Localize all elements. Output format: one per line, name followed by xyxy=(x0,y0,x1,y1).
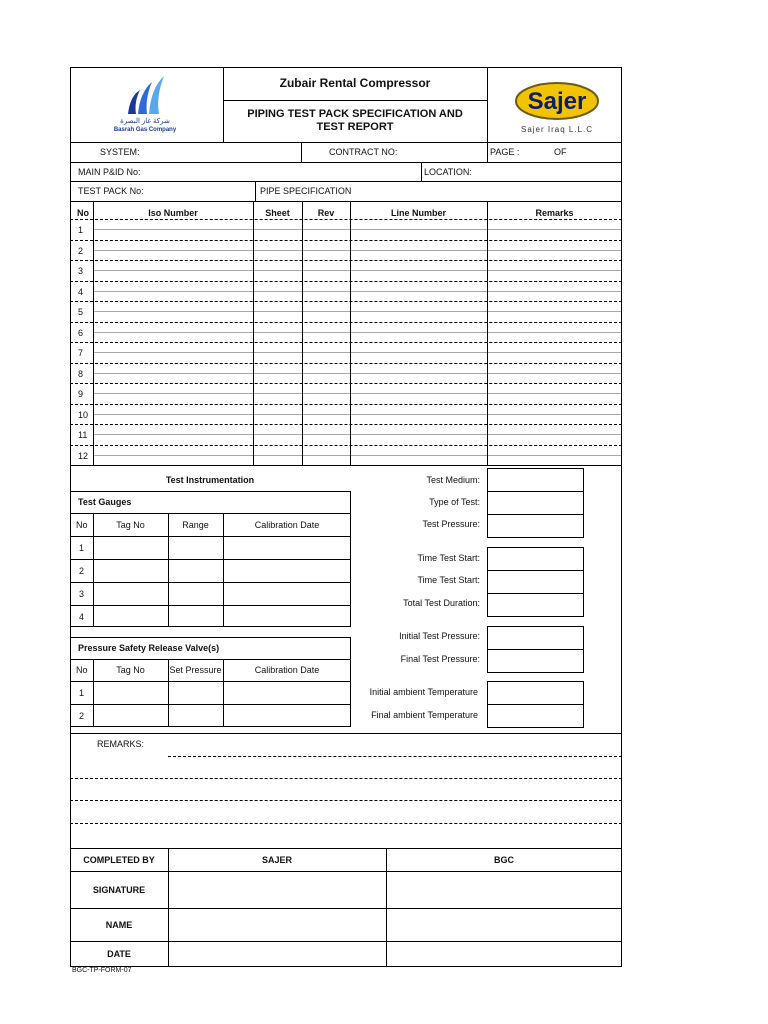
table-row-number: 6 xyxy=(78,328,84,338)
pipe-spec-field[interactable]: PIPE SPECIFICATION xyxy=(260,186,352,196)
remarks-line[interactable] xyxy=(168,756,622,757)
psv-title: Pressure Safety Release Valve(s) xyxy=(78,643,220,653)
divider xyxy=(223,100,487,101)
bgc-name-cell[interactable] xyxy=(387,909,621,940)
table-row-number: 9 xyxy=(78,389,84,399)
table-row[interactable] xyxy=(94,261,621,280)
gauge-row-number: 1 xyxy=(79,543,85,553)
table-row[interactable] xyxy=(94,323,621,342)
sajer-logo xyxy=(514,81,600,121)
total-test-duration-label: Total Test Duration: xyxy=(403,598,480,608)
svg-text:Sajer: Sajer xyxy=(527,88,587,115)
gauge-row[interactable] xyxy=(94,537,350,558)
table-row-number: 5 xyxy=(78,307,84,317)
table-row-number: 10 xyxy=(78,410,89,420)
form-code: BGC-TP-FORM-07 xyxy=(72,967,132,974)
test-gauges-title: Test Gauges xyxy=(78,497,132,507)
gauges-header-no: No xyxy=(76,520,88,530)
table-row[interactable] xyxy=(94,241,621,260)
test-pressure-label: Test Pressure: xyxy=(422,519,480,529)
table-row[interactable] xyxy=(94,384,621,403)
divider xyxy=(70,181,622,182)
completed-by-label: COMPLETED BY xyxy=(83,855,155,865)
date-label: DATE xyxy=(107,949,131,959)
gauge-row-number: 4 xyxy=(79,612,85,622)
bgc-signature-cell[interactable] xyxy=(387,872,621,907)
col-header-iso-number: Iso Number xyxy=(148,208,198,218)
name-label: NAME xyxy=(105,920,133,930)
divider xyxy=(70,733,622,734)
gauges-header-range: Range xyxy=(182,520,209,530)
final-test-pressure-label: Final Test Pressure: xyxy=(400,654,480,664)
page-field[interactable]: PAGE : xyxy=(490,147,520,157)
final-ambient-temp-input[interactable] xyxy=(487,704,584,728)
table-row-number: 4 xyxy=(78,287,84,297)
page-of-label: OF xyxy=(554,147,567,157)
time-test-start-input-2[interactable] xyxy=(487,570,584,594)
sajer-column-header: SAJER xyxy=(261,855,292,865)
test-instrumentation-title: Test Instrumentation xyxy=(165,475,255,485)
divider xyxy=(70,659,351,660)
bgc-logo-icon xyxy=(118,74,178,118)
remarks-label: REMARKS: xyxy=(97,739,145,749)
psv-row-number: 1 xyxy=(79,688,85,698)
table-row[interactable] xyxy=(94,302,621,321)
bgc-date-cell[interactable] xyxy=(387,942,621,966)
divider xyxy=(487,142,488,162)
initial-test-pressure-input[interactable] xyxy=(487,626,584,650)
sajer-subtitle: Sajer Iraq L.L.C xyxy=(520,125,594,134)
col-header-sheet: Sheet xyxy=(265,208,290,218)
test-pressure-input[interactable] xyxy=(487,514,584,538)
sajer-date-cell[interactable] xyxy=(169,942,385,966)
psv-header-tag-no: Tag No xyxy=(116,665,145,675)
table-row-number: 8 xyxy=(78,369,84,379)
table-row-number: 7 xyxy=(78,348,84,358)
gauge-row[interactable] xyxy=(94,606,350,627)
divider xyxy=(301,142,302,162)
initial-ambient-temp-label: Initial ambient Temperature xyxy=(369,687,478,697)
col-header-no: No xyxy=(77,208,89,218)
gauges-header-calibration-date: Calibration Date xyxy=(254,520,320,530)
divider xyxy=(487,67,488,142)
time-test-start-label: Time Test Start: xyxy=(417,553,480,563)
table-row-number: 3 xyxy=(78,266,84,276)
table-row-number: 12 xyxy=(78,451,89,461)
remarks-line[interactable] xyxy=(70,778,622,779)
divider xyxy=(70,162,622,163)
psv-header-calibration-date: Calibration Date xyxy=(254,665,320,675)
bgc-logo xyxy=(118,74,178,118)
final-test-pressure-input[interactable] xyxy=(487,649,584,673)
col-header-remarks: Remarks xyxy=(535,208,574,218)
col-header-rev: Rev xyxy=(317,208,335,218)
initial-ambient-temp-input[interactable] xyxy=(487,681,584,705)
divider xyxy=(255,181,256,201)
type-of-test-label: Type of Test: xyxy=(429,497,480,507)
signature-label: SIGNATURE xyxy=(92,885,146,895)
form-title: PIPING TEST PACK SPECIFICATION AND TEST REPORT xyxy=(247,108,463,133)
psv-row[interactable] xyxy=(94,682,350,703)
table-row[interactable] xyxy=(94,446,621,465)
divider xyxy=(421,162,422,181)
final-ambient-temp-label: Final ambient Temperature xyxy=(371,710,478,720)
table-row[interactable] xyxy=(94,220,621,239)
sajer-signature-cell[interactable] xyxy=(169,872,385,907)
initial-test-pressure-label: Initial Test Pressure: xyxy=(399,631,480,641)
test-medium-label: Test Medium: xyxy=(426,475,480,485)
location-field[interactable]: LOCATION: xyxy=(424,167,472,177)
main-pid-field[interactable]: MAIN P&ID No: xyxy=(78,167,141,177)
divider xyxy=(70,465,622,466)
table-row-number: 2 xyxy=(78,246,84,256)
divider xyxy=(70,513,351,514)
gauges-header-tag-no: Tag No xyxy=(116,520,145,530)
psv-row-number: 2 xyxy=(79,711,85,721)
divider xyxy=(70,142,622,143)
col-header-line-number: Line Number xyxy=(390,208,446,218)
sajer-logo-icon xyxy=(514,81,600,121)
table-row-number: 11 xyxy=(78,430,88,440)
bgc-column-header: BGC xyxy=(494,855,514,865)
test-medium-input[interactable] xyxy=(487,468,584,492)
test-pack-no-field[interactable]: TEST PACK No: xyxy=(78,186,144,196)
gauge-row[interactable] xyxy=(94,560,350,581)
company-title: Zubair Rental Compressor xyxy=(279,76,431,90)
psv-row[interactable] xyxy=(94,705,350,726)
bgc-logo-arabic: شركة غاز البصرة xyxy=(120,118,170,125)
system-field[interactable]: SYSTEM: xyxy=(100,147,140,157)
divider xyxy=(70,201,622,202)
table-row[interactable] xyxy=(94,364,621,383)
table-row[interactable] xyxy=(94,282,621,301)
contract-no-field[interactable]: CONTRACT NO: xyxy=(329,147,398,157)
table-row-number: 1 xyxy=(78,225,84,235)
time-test-start-input[interactable] xyxy=(487,547,584,571)
sajer-name-cell[interactable] xyxy=(169,909,385,940)
gauge-row[interactable] xyxy=(94,583,350,604)
table-row[interactable] xyxy=(94,343,621,362)
gauge-row-number: 2 xyxy=(79,566,85,576)
bgc-logo-english: Basrah Gas Company xyxy=(113,127,177,133)
psv-header-set-pressure: Set Pressure xyxy=(169,665,222,675)
table-row[interactable] xyxy=(94,405,621,424)
table-row[interactable] xyxy=(94,425,621,444)
gauge-row-number: 3 xyxy=(79,589,85,599)
remarks-line[interactable] xyxy=(70,823,622,824)
time-test-start-label-2: Time Test Start: xyxy=(417,575,480,585)
divider xyxy=(70,848,622,849)
total-test-duration-input[interactable] xyxy=(487,593,584,617)
psv-header-no: No xyxy=(76,665,88,675)
remarks-line[interactable] xyxy=(70,800,622,801)
type-of-test-input[interactable] xyxy=(487,491,584,515)
